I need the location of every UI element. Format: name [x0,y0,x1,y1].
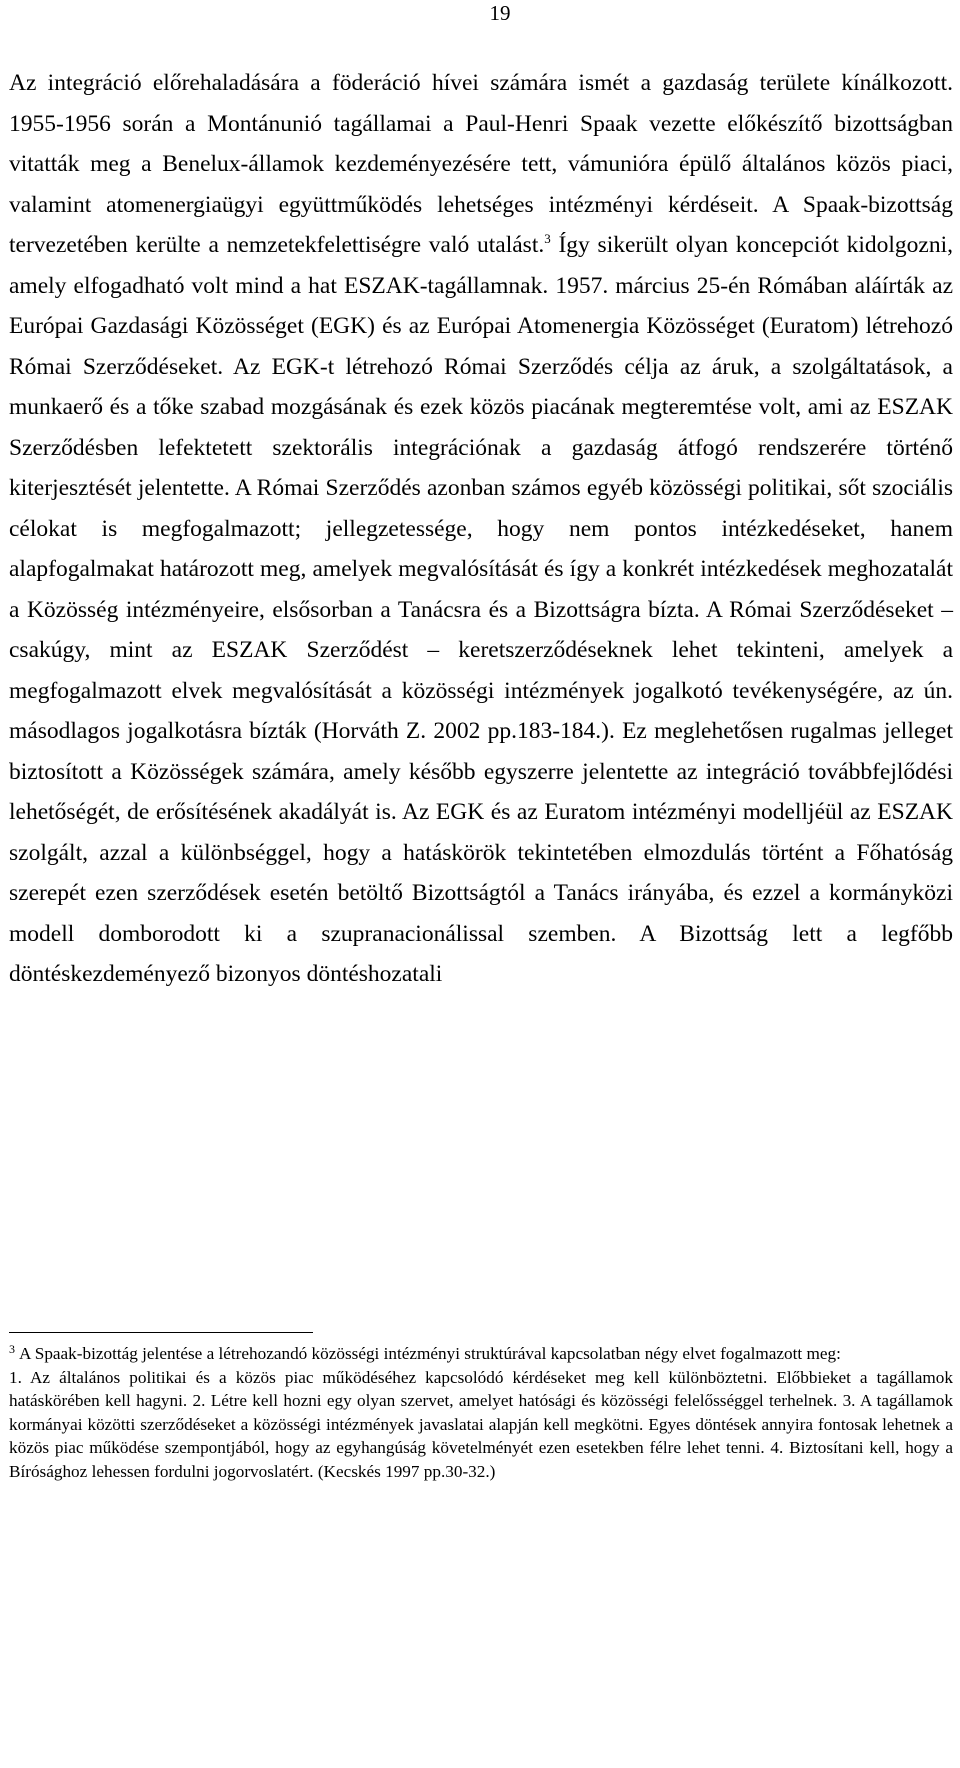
paragraph-part-1: Az integráció előrehaladására a föderáció hívei számára ismét a gazdaság területe kínálkozott. 1955-1956 során a Montánunió tagállamai a Paul-Henri Spaak vezette előkészítő bizottságban vitatták meg a Benelux-államok kezdeményezésére tett, vámunióra épülő általános közös piaci, valamint atomenergiaügyi együttműködés lehetséges intézményi kérdéseit. A Spaak-bizottság tervezetében kerülte a nemzetekfelettiségre való utalást. [9,70,953,258]
footnote-text-2: 1. Az általános politikai és a közös piac működéséhez kapcsolódó kérdéseket meg kell különböztetni. Előbbieket a tagállamok hatáskörében kell hagyni. 2. Létre kell hozni egy olyan szervet, amelyet hatósági és közösségi felelősséggel terhelnek. 3. A tagállamok kormányai közötti szerződéseket a közösségi intézmények javaslatai alapján kell megkötni. Egyes döntések annyira fontosak lehetnek a közös piac működése szempontjából, hogy az egyhangúság követelményét ezen esetekben félre lehet tenni. 4. Biztosítani kell, hogy a Bírósághoz lehessen fordulni jogorvoslatért. (Kecskés 1997 pp.30-32.) [9,1367,953,1481]
paragraph-part-2: Így sikerült olyan koncepciót kidolgozni, amely elfogadható volt mind a hat ESZAK-tagállamnak. 1957. március 25-én Rómában aláírták az Európai Gazdasági Közösséget (EGK) és az Európai Atomenergia Közösséget (Euratom) létrehozó Római Szerződéseket. Az EGK-t létrehozó Római Szerződés célja az áruk, a szolgáltatások, a munkaerő és a tőke szabad mozgásának és ezek közös piacának megteremtése volt, ami az ESZAK Szerződésben lefektetett szektorális integrációnak a gazdaság átfogó rendszerére történő kiterjesztését jelentette. A Római Szerződés azonban számos egyéb közösségi politikai, sőt szociális célokat is megfogalmazott; jellegzetessége, hogy nem pontos intézkedéseket, hanem alapfogalmakat határozott meg, amelyek megvalósítását és így a konkrét intézkedések meghozatalát a Közösség intézményeire, elsősorban a Tanácsra és a Bizottságra bízta. A Római Szerződéseket – csakúgy, mint az ESZAK Szerződést – keretszerződéseknek lehet tekinteni, amelyek a megfogalmazott elvek megvalósítását a közösségi intézmények jogalkotó tevékenységére, az ún. másodlagos jogalkotásra bízták (Horváth Z. 2002 pp.183-184.). Ez meglehetősen rugalmas jelleget biztosított a Közösségek számára, amely később egyszerre jelentette az integráció továbbfejlődési lehetőségét, de erősítésének akadályát is. Az EGK és az Euratom intézményi modelljéül az ESZAK szolgált, azzal a különbséggel, hogy a hatáskörök tekintetében elmozdulás történt a Főhatóság szerepét ezen szerződések esetén betöltő Bizottságtól a Tanács irányába, és ezzel a kormányközi modell domborodott ki a szupranacionálissal szemben. A Bizottság lett a legfőbb döntéskezdeményező bizonyos döntéshozatali [9,232,953,987]
footnote-separator [9,1332,313,1333]
page-number: 19 [489,1,511,25]
footnote-3-list [9,1366,953,1484]
main-text [9,63,953,995]
footnote-marker: 3 [9,1342,15,1356]
footnote-text-1: A Spaak-bizottág jelentése a létrehozandó közösségi intézményi struktúrával kapcsolatban négy elvet fogalmazott meg: [19,1344,841,1363]
footnote-3-intro [9,1342,953,1366]
footnote-reference[interactable]: 3 [544,231,551,246]
body-paragraph [9,63,953,995]
footnotes [9,1342,953,1484]
